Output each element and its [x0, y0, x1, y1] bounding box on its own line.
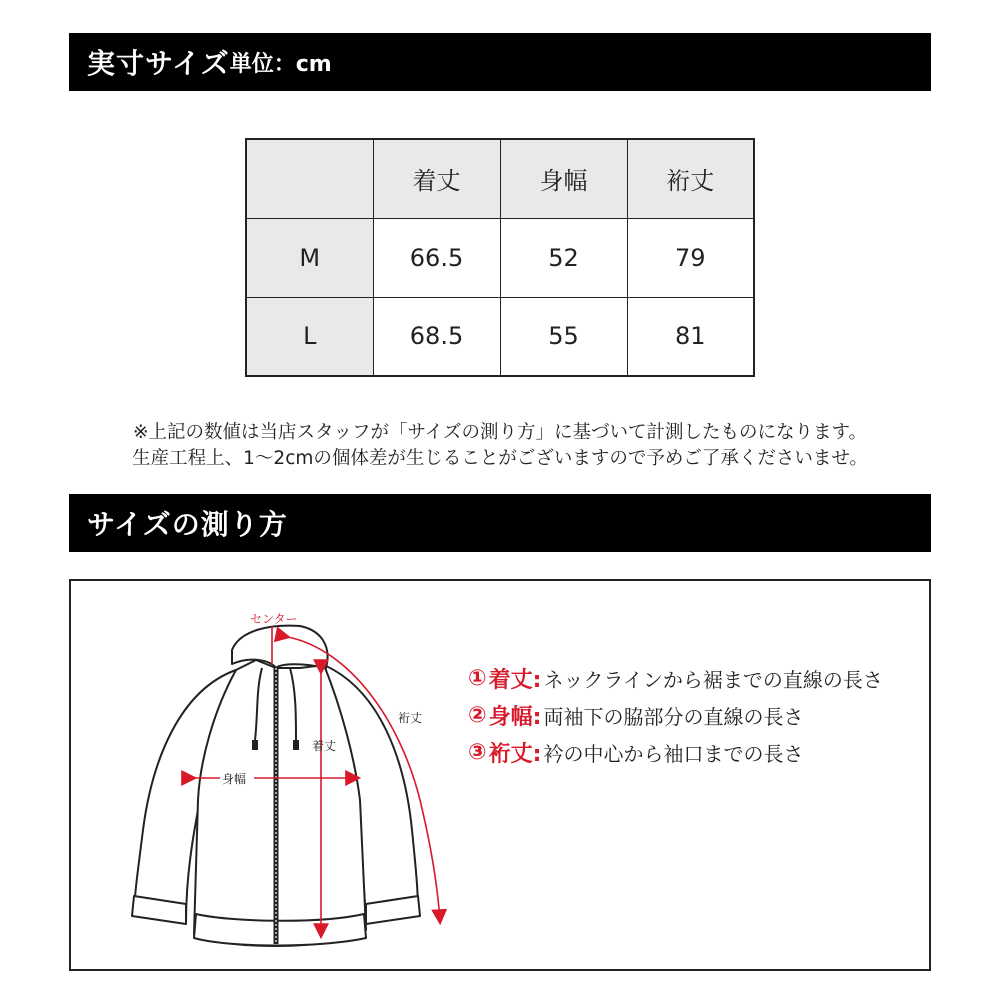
- legend-description: 衿の中心から袖口までの長さ: [543, 742, 804, 766]
- legend-term: 着丈:: [488, 668, 542, 693]
- table-cell: 79: [627, 218, 754, 297]
- column-header: 裄丈: [627, 139, 754, 218]
- legend-description: 両袖下の脇部分の直線の長さ: [543, 705, 804, 729]
- column-header: 身幅: [500, 139, 627, 218]
- hood: [232, 626, 328, 668]
- legend-description: ネックラインから裾までの直線の長さ: [543, 668, 883, 692]
- legend-item: [468, 660, 883, 697]
- sleeve-label: 裄丈: [398, 711, 423, 725]
- legend-item: [468, 697, 883, 734]
- measurement-legend: [468, 660, 883, 771]
- width-label: 身幅: [222, 772, 247, 786]
- table-cell: 55: [500, 297, 627, 376]
- legend-number: ③: [468, 740, 487, 765]
- legend-number: ①: [468, 666, 487, 691]
- size-header-title: 実寸サイズ: [87, 47, 230, 80]
- row-size-label: L: [246, 297, 373, 376]
- legend-number: ②: [468, 703, 487, 728]
- note-line: ※上記の数値は当店スタッフが「サイズの測り方」に基づいて計測したものになります。: [132, 422, 868, 443]
- legend-term: 身幅:: [488, 705, 542, 730]
- length-label: 着丈: [312, 739, 337, 753]
- legend-term: 裄丈:: [488, 742, 542, 767]
- measure-section-title: サイズの測り方: [87, 508, 288, 541]
- table-cell: 52: [500, 218, 627, 297]
- size-header-unit: 単位：cm: [229, 51, 332, 77]
- row-size-label: M: [246, 218, 373, 297]
- table-cell: 81: [627, 297, 754, 376]
- table-cell: 66.5: [373, 218, 500, 297]
- table-cell: 68.5: [373, 297, 500, 376]
- center-label: センター: [250, 612, 298, 626]
- legend-item: [468, 734, 883, 771]
- note-line: 生産工程上、1〜2cmの個体差が生じることがございますので予めご了承くださいませ。: [132, 448, 868, 469]
- column-header: 着丈: [373, 139, 500, 218]
